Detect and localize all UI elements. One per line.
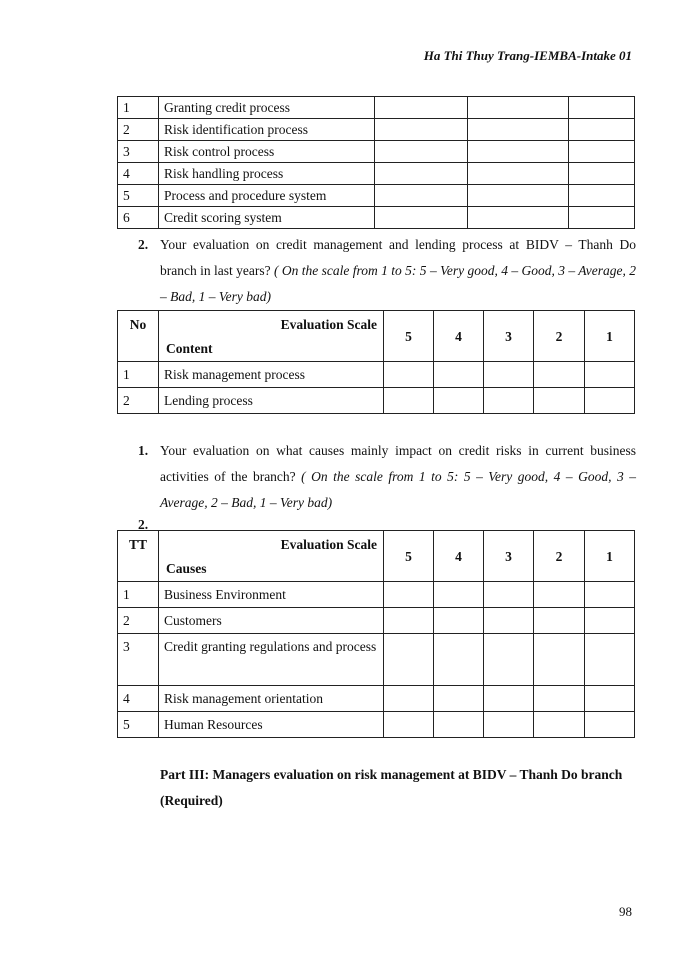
table-row (118, 686, 635, 712)
score-header: 4 (434, 311, 484, 362)
question-body: Your evaluation on credit management and lending process at BIDV – Thanh Do branch in last years? (160, 237, 636, 278)
row-item: Lending process (159, 388, 384, 414)
rating-cell[interactable] (434, 686, 484, 712)
rating-cell[interactable] (534, 634, 585, 686)
col-content-header (159, 311, 384, 362)
rating-cell[interactable] (375, 97, 468, 119)
score-header: 3 (484, 531, 534, 582)
rating-cell[interactable] (384, 388, 434, 414)
rating-cell[interactable] (534, 362, 585, 388)
table-row (118, 634, 635, 686)
rating-cell[interactable] (569, 119, 635, 141)
question-number: 1. (138, 443, 149, 458)
part-three-heading: Part III: Managers evaluation on risk management at BIDV – Thanh Do branch (Required) (160, 767, 623, 808)
score-header: 5 (384, 531, 434, 582)
rating-cell[interactable] (384, 712, 434, 738)
rating-cell[interactable] (534, 388, 585, 414)
rating-cell[interactable] (434, 712, 484, 738)
row-number: 6 (118, 207, 159, 229)
rating-cell[interactable] (484, 634, 534, 686)
scale-note: ( On the scale from 1 to 5: 5 – Very good, 4 – Good, 3 – Average, 2 – Bad, 1 – Very bad) (160, 469, 636, 510)
table-row (118, 97, 635, 119)
row-number: 4 (118, 686, 159, 712)
rating-cell[interactable] (468, 141, 569, 163)
rating-cell[interactable] (375, 163, 468, 185)
rating-cell[interactable] (375, 207, 468, 229)
rating-cell[interactable] (375, 119, 468, 141)
score-header: 3 (484, 311, 534, 362)
rating-cell[interactable] (484, 388, 534, 414)
score-header: 5 (384, 311, 434, 362)
table-row (118, 185, 635, 207)
question-number: 2. (138, 237, 149, 252)
rating-cell[interactable] (434, 608, 484, 634)
col-no-header: TT (118, 531, 159, 582)
row-number: 3 (118, 634, 159, 686)
table-row (118, 362, 635, 388)
row-item: Human Resources (159, 712, 384, 738)
row-number: 3 (118, 141, 159, 163)
rating-cell[interactable] (585, 582, 635, 608)
rating-cell[interactable] (468, 97, 569, 119)
rating-cell[interactable] (384, 608, 434, 634)
scale-label: Evaluation Scale (280, 537, 377, 552)
score-header: 1 (585, 311, 635, 362)
col-no-header: No (118, 311, 159, 362)
rating-cell[interactable] (468, 207, 569, 229)
row-item: Customers (159, 608, 384, 634)
content-label: Causes (166, 561, 207, 576)
rating-cell[interactable] (484, 362, 534, 388)
rating-cell[interactable] (569, 141, 635, 163)
score-header: 2 (534, 311, 585, 362)
col-content-header (159, 531, 384, 582)
question-text (160, 232, 636, 310)
row-number: 2 (118, 388, 159, 414)
question-body: Your evaluation on what causes mainly impact on credit risks in current business activities of the branch? (160, 443, 636, 484)
rating-cell[interactable] (384, 634, 434, 686)
table-header-row (118, 531, 635, 582)
table-header-row (118, 311, 635, 362)
rating-cell[interactable] (484, 712, 534, 738)
rating-cell[interactable] (434, 388, 484, 414)
rating-cell[interactable] (534, 608, 585, 634)
row-number: 2 (118, 608, 159, 634)
rating-cell[interactable] (434, 582, 484, 608)
rating-cell[interactable] (434, 362, 484, 388)
table-row (118, 712, 635, 738)
rating-cell[interactable] (585, 634, 635, 686)
rating-cell[interactable] (534, 712, 585, 738)
row-number: 2 (118, 119, 159, 141)
row-item: Business Environment (159, 582, 384, 608)
rating-cell[interactable] (569, 97, 635, 119)
row-item: Risk management process (159, 362, 384, 388)
rating-cell[interactable] (569, 207, 635, 229)
row-item: Credit granting regulations and process (159, 634, 384, 686)
row-item: Credit scoring system (159, 207, 375, 229)
rating-cell[interactable] (468, 185, 569, 207)
rating-cell[interactable] (585, 712, 635, 738)
table-row (118, 163, 635, 185)
table-row (118, 141, 635, 163)
credit-evaluation-table (117, 310, 635, 414)
scale-note: ( On the scale from 1 to 5: 5 – Very good, 4 – Good, 3 – Average, 2 – Bad, 1 – Very bad) (160, 263, 637, 304)
rating-cell[interactable] (375, 141, 468, 163)
rating-cell[interactable] (585, 686, 635, 712)
credit-risk-causes-table (117, 530, 635, 738)
next-question-number: 2. (138, 517, 149, 532)
row-number: 5 (118, 185, 159, 207)
rating-cell[interactable] (384, 686, 434, 712)
row-item: Granting credit process (159, 97, 375, 119)
table-row (118, 388, 635, 414)
row-item: Risk identification process (159, 119, 375, 141)
table-row (118, 119, 635, 141)
row-number: 1 (118, 97, 159, 119)
rating-cell[interactable] (484, 582, 534, 608)
rating-cell[interactable] (375, 185, 468, 207)
rating-cell[interactable] (534, 686, 585, 712)
scale-label: Evaluation Scale (280, 317, 377, 332)
score-header: 2 (534, 531, 585, 582)
row-number: 5 (118, 712, 159, 738)
row-number: 1 (118, 362, 159, 388)
rating-cell[interactable] (484, 686, 534, 712)
running-header: Ha Thi Thuy Trang-IEMBA-Intake 01 (423, 48, 632, 63)
rating-cell[interactable] (434, 634, 484, 686)
row-number: 1 (118, 582, 159, 608)
content-label: Content (166, 341, 213, 356)
score-header: 1 (585, 531, 635, 582)
rating-cell[interactable] (569, 185, 635, 207)
row-item: Risk control process (159, 141, 375, 163)
rating-cell[interactable] (585, 362, 635, 388)
rating-cell[interactable] (585, 608, 635, 634)
row-number: 4 (118, 163, 159, 185)
rating-cell[interactable] (534, 582, 585, 608)
rating-cell[interactable] (384, 362, 434, 388)
row-item: Risk handling process (159, 163, 375, 185)
table-row (118, 608, 635, 634)
rating-cell[interactable] (468, 119, 569, 141)
rating-cell[interactable] (468, 163, 569, 185)
row-item: Process and procedure system (159, 185, 375, 207)
score-header: 4 (434, 531, 484, 582)
rating-cell[interactable] (484, 608, 534, 634)
rating-cell[interactable] (585, 388, 635, 414)
risk-process-table (117, 96, 635, 229)
page-number: 98 (619, 904, 632, 919)
question-text (160, 438, 636, 516)
table-row (118, 207, 635, 229)
rating-cell[interactable] (569, 163, 635, 185)
row-item: Risk management orientation (159, 686, 384, 712)
table-row (118, 582, 635, 608)
rating-cell[interactable] (384, 582, 434, 608)
